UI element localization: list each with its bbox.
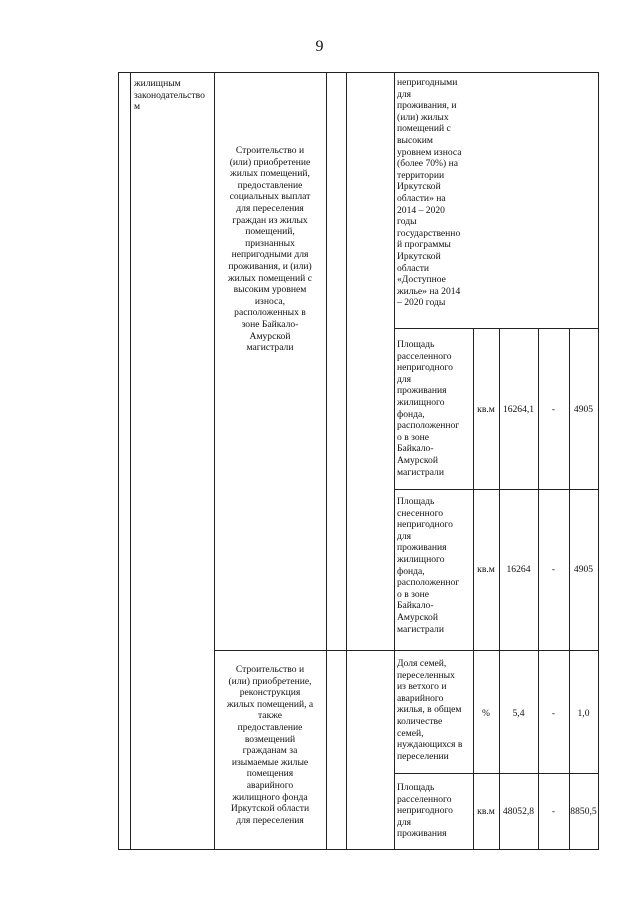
table-row-line	[394, 773, 599, 774]
value-cell: 1,0	[577, 708, 590, 719]
value-cell: 4905	[573, 404, 594, 415]
table-col-line	[214, 72, 215, 850]
table-row-line	[214, 650, 599, 651]
table-row-line	[394, 328, 599, 329]
unit-cell: кв.м	[477, 564, 495, 575]
unit-cell: кв.м	[477, 404, 495, 415]
value-cell: 16264,1	[502, 404, 535, 415]
table-border-top	[118, 72, 599, 73]
page-number: 9	[315, 38, 324, 55]
program-description: Строительство и (или) приобретение жилых помещений, предоставление социальных выплат для переселения граждан из жилых помещений, признанных непригодными для проживания, и (или) жилых помещений с высоким уровнем износа, расположенных в зоне Байкало- Амурской магистрали	[228, 145, 312, 354]
table-col-line	[326, 72, 327, 850]
value-cell: 5,4	[512, 708, 525, 719]
table-row-line	[394, 489, 599, 490]
program-description: Строительство и (или) приобретение, реконструкция жилых помещений, а также предоставление возмещений гражданам за изымаемые жилые помещения аварийного жилищного фонда Иркутской области для переселения	[226, 664, 314, 826]
table-col-line	[346, 72, 347, 850]
table-border-bottom	[118, 849, 599, 850]
value-cell: 8850,5	[570, 806, 597, 817]
value-cell: -	[551, 806, 556, 817]
value-cell: -	[551, 564, 556, 575]
table-border-right	[598, 72, 599, 850]
table-col-line	[130, 72, 131, 850]
indicator-text: Площадь расселенного непригодного для проживания	[397, 782, 453, 840]
indicator-text: Доля семей, переселенных из ветхого и аварийного жилья, в общем количестве семей, нуждающихся в переселении	[397, 658, 463, 762]
unit-cell: кв.м	[477, 806, 495, 817]
col2-top-text: жилищным законодательство м	[134, 78, 205, 113]
value-cell: -	[551, 404, 556, 415]
table-col-line	[394, 72, 395, 850]
unit-cell: %	[482, 708, 490, 719]
indicator-text: Площадь снесенного непригодного для проживания жилищного фонда, расположенног о в зоне Байкало- Амурской магистрали	[397, 496, 460, 635]
value-cell: 48052,8	[502, 806, 535, 817]
table-border-left	[118, 72, 119, 850]
value-cell: -	[551, 708, 556, 719]
indicator-text: непригодными для проживания, и (или) жилых помещений с высоким уровнем износа (более 70%) на территории Иркутской области» на 2014 – 2020 годы государственно й программы Иркутской области «Доступное жилье» на 2014 – 2020 годы	[397, 77, 462, 309]
value-cell: 16264	[506, 564, 531, 575]
indicator-text: Площадь расселенного непригодного для проживания жилищного фонда, расположенног о в зоне Байкало- Амурской магистрали	[397, 339, 460, 478]
value-cell: 4905	[573, 564, 594, 575]
